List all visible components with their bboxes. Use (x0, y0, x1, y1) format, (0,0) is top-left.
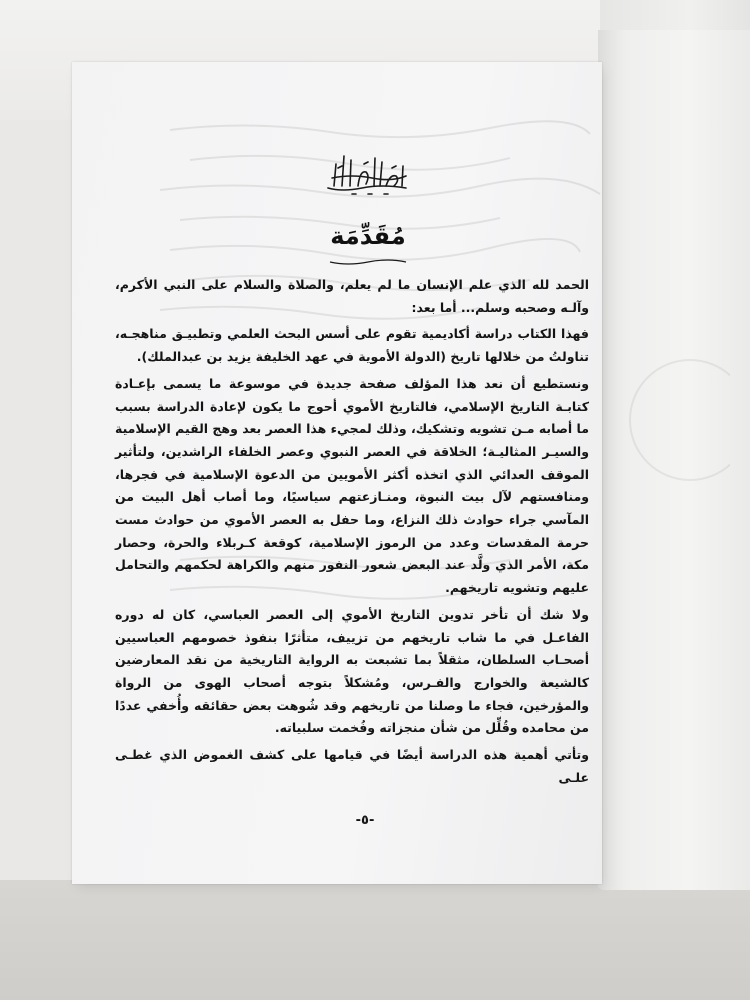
paragraph: الحمد لله الذي علم الإنسان ما لم يعلم، والصلاة والسلام على النبي الأكرم، وآلـه وصحبه وسلم... أما بعد: (115, 277, 589, 315)
background-table (0, 880, 750, 1000)
heading-ornament (328, 258, 408, 266)
paragraph: ولا شك أن تأخر تدوين التاريخ الأموي إلى العصر العباسي، كان له دوره الفاعـل في ما شاب تاريخهم من تزييف، متأثرًا بنفوذ خصومهم العباسيين أصحـاب السلطان، مثقلاً بما تشبعت به الرواية التاريخية من نقد المعارضين كالشيعة والخوارج والفـرس، ومُشكلاً بتوجه أصحاب الهوى من الرواة والمؤرخين، فجاء ما وصلنا من تاريخهم وقد شُوهت بعض حقائقه وأُخفي عددًا من محامده وقُلِّل من شأن منجزاته وفُخمت سلبياته. (115, 606, 589, 736)
paragraph: وتأتي أهمية هذه الدراسة أيضًا في قيامها على كشف الغموض الذي غطـى علـى (115, 747, 589, 785)
basmala-calligraphy (322, 150, 412, 196)
paragraph: ونستطيع أن نعد هذا المؤلف صفحة جديدة في موسوعة ما يسمى بإعـادة كتابـة التاريخ الإسلامي، فالتاريخ الأموي أحوج ما يكون لإعادة الدراسة بسبب ما أصابه مـن تشويه وتشكيك، وذلك لمجيء هذا العصر بعد وهج القيم الإسلامية والسيـر المثاليـة؛ الخلاقة في العصر النبوي وعصر الخلفاء الراشدين، ولتأثير الموقف العدائي الذي اتخذه أكثر الأمويين من الدعوة الإسلامية في فجرها، ومنافستهم لآل بيت النبوة، ومنـازعتهم سياسيًا، وما أصاب أهل البيت من المآسي جراء حوادث ذلك النزاع، وما حفل به العصر الأموي من حوادث مست حرمة المقدسات وعدد من الرموز الإسلامية، كوقعة كـربلاء والحرة، وحصار مكة، الأمر الذي ولَّد عند البعض شعور النفور منهم والكراهة لحكمهم والتحامل عليهم وتشويه تاريخهم. (115, 375, 589, 596)
page-number: -٥- (355, 813, 375, 828)
page-heading: مُقَدِّمَة (330, 222, 406, 250)
body-text (115, 274, 589, 793)
paragraph: فهذا الكتاب دراسة أكاديمية تقوم على أسس البحث العلمي وتطبيـق مناهجـه، تناولتُ من خلالها تاريخ (الدولة الأموية في عهد الخليفة يزيد بن عبدالملك). (115, 326, 589, 365)
